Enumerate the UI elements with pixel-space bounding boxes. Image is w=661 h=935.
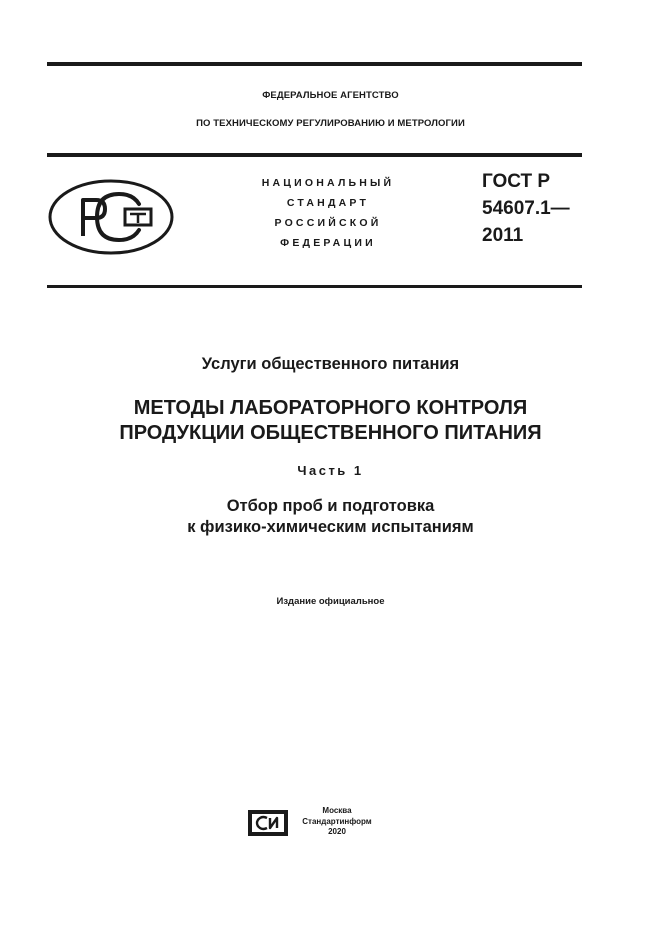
subtitle-line: Отбор проб и подготовка — [226, 497, 435, 515]
title-line: МЕТОДЫ ЛАБОРАТОРНОГО КОНТРОЛЯ — [133, 397, 528, 419]
publisher-info — [296, 806, 378, 838]
publisher-year: 2020 — [328, 827, 346, 836]
header-rule — [47, 153, 582, 157]
document-title — [0, 396, 661, 446]
rst-emblem-icon — [47, 178, 175, 256]
standard-block-rule — [47, 285, 582, 288]
gost-line: ГОСТ Р — [482, 171, 551, 192]
part-label: Часть 1 — [297, 463, 364, 478]
agency-line-2: ПО ТЕХНИЧЕСКОМУ РЕГУЛИРОВАНИЮ И МЕТРОЛОГИИ — [196, 118, 465, 129]
title-line: ПРОДУКЦИИ ОБЩЕСТВЕННОГО ПИТАНИЯ — [119, 422, 542, 444]
agency-line-1: ФЕДЕРАЛЬНОЕ АГЕНТСТВО — [262, 90, 399, 101]
national-line: РОССИЙСКОЙ — [274, 217, 382, 229]
gost-number — [482, 168, 570, 249]
subtitle-line: к физико-химическим испытаниям — [187, 518, 474, 536]
top-rule — [47, 62, 582, 66]
subject-heading: Услуги общественного питания — [201, 355, 460, 373]
document-subtitle — [0, 496, 661, 538]
national-line: НАЦИОНАЛЬНЫЙ — [261, 177, 395, 189]
national-line: СТАНДАРТ — [286, 197, 370, 209]
edition-label: Издание официальное — [276, 596, 385, 607]
national-line: ФЕДЕРАЦИИ — [280, 237, 376, 249]
publisher-city: Москва — [322, 806, 352, 815]
standartinform-logo-icon — [247, 809, 289, 837]
gost-line: 2011 — [482, 225, 524, 246]
publisher-name: Стандартинформ — [302, 816, 372, 826]
gost-line: 54607.1— — [482, 198, 570, 219]
national-standard-label — [238, 173, 418, 253]
